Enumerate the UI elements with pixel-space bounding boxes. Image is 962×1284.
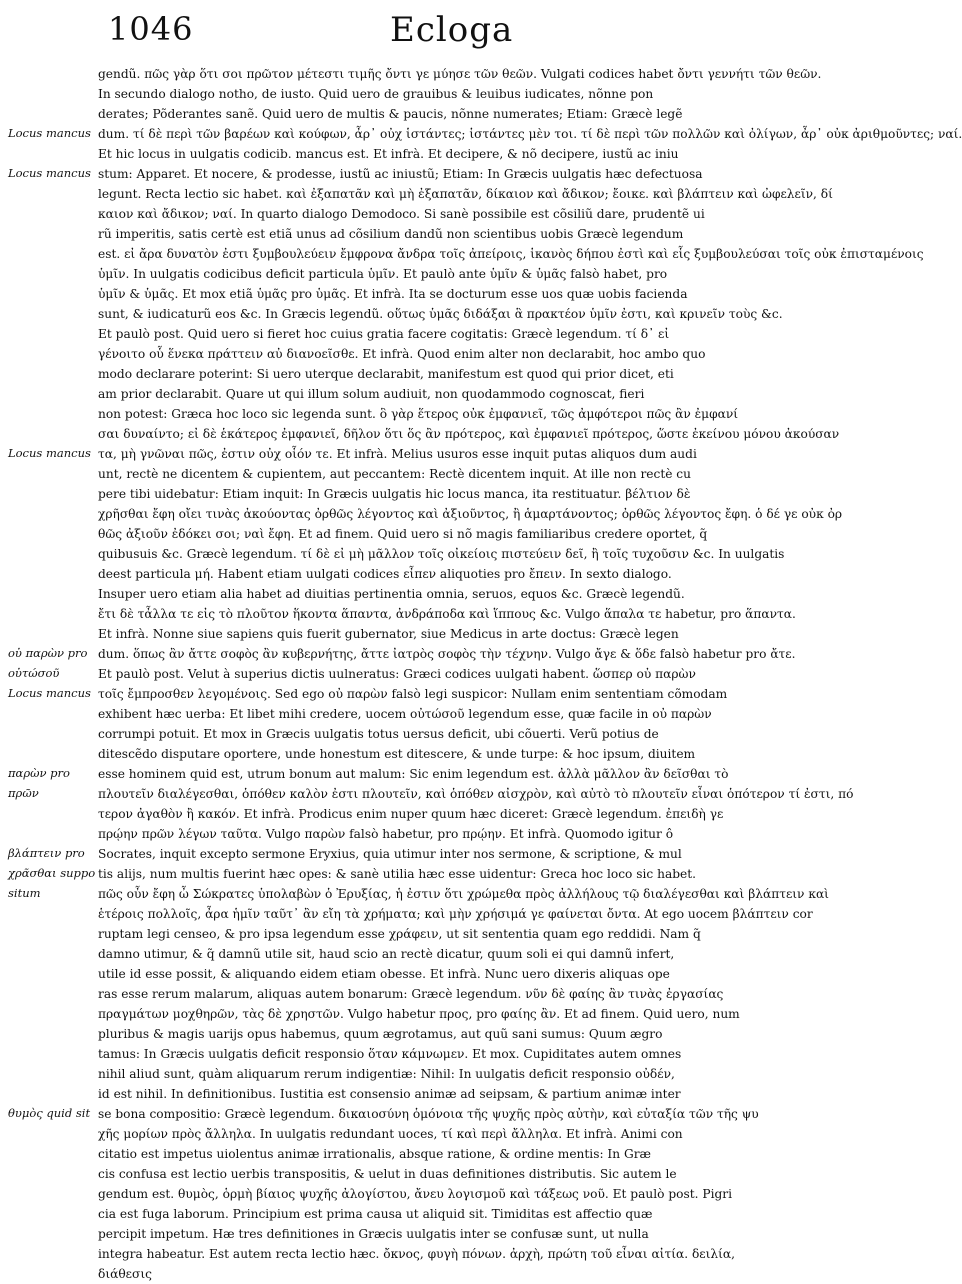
margin-note: οὐτώσοῦ [8, 666, 60, 680]
text-line: damno utimur, & q̃ damnũ utile sit, haud scio an rectè dicatur, quum soli ei qui damnũ infert, [98, 947, 675, 961]
text-line: ἑτέροις πολλοῖς, ἆρα ἡμῖν ταῦτ᾽ ἂν εἴη τὰ χρήματα; καὶ μὴν χρήσιμά γε φαίνεται ὄντα. At ego uocem βλάπτειν cor [98, 907, 813, 921]
text-line: ruptam legi censeo, & pro ipsa legendum esse χράφειν, ut sit sententia quam ego reddidi. Nam q̃ [98, 927, 701, 941]
text-line: legunt. Recta lectio sic habet. καὶ ἐξαπατᾶν καὶ μὴ ἐξαπατᾶν, δίκαιον καὶ ἄδικον; ἔοικε. καὶ βλάπτειν καὶ ὠφελεῖν, δί [98, 187, 833, 201]
text-line: sunt, & iudicaturũ eos &c. In Græcis legendũ. οὕτως ὑμᾶς διδάξαι ἃ πρακτέον ὑμῖν ἐστι, καὶ κρινεῖν τοὺς &c. [98, 307, 783, 321]
text-line: διάθεσις [98, 1267, 152, 1281]
text-line: corrumpi potuit. Et mox in Græcis uulgatis totus uersus deficit, ubi cõuerti. Verũ potius de [98, 727, 659, 741]
text-line: Insuper uero etiam alia habet ad diuitias pertinentia omnia, seruos, equos &c. Græcè legendũ. [98, 587, 685, 601]
text-line: se bona compositio: Græcè legendum. δικαιοσύνη ὁμόνοια τῆς ψυχῆς πρὸς αὐτὴν, καὶ εὐταξία τῶν τῆς ψυ [98, 1107, 759, 1121]
text-line: stum: Apparet. Et nocere, & prodesse, iustũ ac iniustũ; Etiam: In Græcis uulgatis hæc defectuosa [98, 167, 703, 181]
text-line: quibusuis &c. Græcè legendum. τί δὲ εἰ μὴ μᾶλλον τοῖς οἰκείοις πιστεύειν δεῖ, ἢ τοῖς τυχοῦσιν &c. In uulgatis [98, 547, 785, 561]
margin-note: βλάπτειν pro [8, 846, 85, 860]
text-line: Et paulò post. Velut à superius dictis uulneratus: Græci codices uulgati habent. ὥσπερ οὐ παρὼν [98, 667, 696, 681]
margin-note: θυμὸς quid sit [8, 1106, 91, 1120]
text-line: pere tibi uidebatur: Etiam inquit: In Græcis uulgatis hic locus manca, ita restituatur. βέλτιον δὲ [98, 487, 691, 501]
margin-note: situm [8, 886, 41, 900]
text-line: non potest: Græca hoc loco sic legenda sunt. ὃ γὰρ ἕτερος οὐκ ἐμφανιεῖ, τῶς ἀμφότεροι πῶς ἂν ἐμφανί [98, 407, 739, 421]
text-line: integra habeatur. Est autem recta lectio hæc. ὄκνος, φυγὴ πόνων. ἀρχὴ, πρώτη τοῦ εἶναι αἰτία. δειλία, [98, 1247, 735, 1261]
text-line: cia est fuga laborum. Principium est prima causa ut aliquid sit. Timiditas est affectio quæ [98, 1207, 653, 1221]
text-line: ὑμῖν. In uulgatis codicibus deficit particula ὑμῖν. Et paulò ante ὑμῖν & ὑμᾶς falsò habet, pro [98, 267, 668, 281]
text-line: χῆς μορίων πρὸς ἄλληλα. In uulgatis redundant uoces, τί καὶ περὶ ἄλληλα. Et infrà. Animi con [98, 1127, 683, 1141]
text-line: dum. τί δὲ περὶ τῶν βαρέων καὶ κούφων, ἆρ᾽ οὐχ ἱστάντες; ἱστάντες μὲν τοι. τί δὲ περὶ τῶν πολλῶν καὶ ὀλίγων, ἆρ᾽ οὐκ ἀριθμοῦντες; ναί. [98, 127, 962, 141]
margin-note: πρῶν [8, 786, 39, 800]
text-line: Et infrà. Nonne siue sapiens quis fuerit gubernator, siue Medicus in arte doctus: Græcè legen [98, 627, 679, 641]
text-line: gendum est. θυμὸς, ὁρμὴ βίαιος ψυχῆς ἀλογίστου, ἄνευ λογισμοῦ καὶ τάξεως νοῦ. Et paulò post. Pigri [98, 1187, 732, 1201]
text-line: Et paulò post. Quid uero si fieret hoc cuius gratia facere cogitatis: Græcè legendum. τί δ᾽ εἰ [98, 327, 670, 341]
text-line: nihil aliud sunt, quàm aliquarum rerum indigentiæ: Nihil: In uulgatis deficit responsio οὐδέν, [98, 1067, 675, 1081]
text-line: cis confusa est lectio uerbis transpositis, & uelut in duas definitiones distributis. Sic autem le [98, 1167, 677, 1181]
margin-note: Locus mancus [8, 686, 91, 700]
text-line: καιον καὶ ἄδικον; ναί. In quarto dialogo Demodoco. Si sanè possibile est cõsiliũ dare, prudentẽ ui [98, 207, 705, 221]
text-line: derates; Põderantes sanẽ. Quid uero de multis & paucis, nõnne numerates; Etiam: Græcè legẽ [98, 107, 683, 121]
margin-note: οὐ παρὼν pro [8, 646, 88, 660]
text-line: pluribus & magis uarijs opus habemus, quum ægrotamus, aut quũ sani sumus: Quum ægro [98, 1027, 663, 1041]
text-line: deest particula μή. Habent etiam uulgati codices εἶπεν aliquoties pro ἔπειν. In sexto dialogo. [98, 567, 672, 581]
text-line: am prior declarabit. Quare ut qui illum solum audiuit, non quodammodo cognoscat, fieri [98, 387, 645, 401]
margin-note: παρὼν pro [8, 766, 70, 780]
text-line: ditescẽdo disputare oportere, unde honestum est ditescere, & unde turpe: & hoc ipsum, diuitem [98, 747, 696, 761]
text-line: τοῖς ἔμπροσθεν λεγομένοις. Sed ego οὐ παρὼν falsò legi suspicor: Nullam enim sententiam cõmodam [98, 687, 728, 701]
text-line: citatio est impetus uiolentus animæ irrationalis, absque ratione, & ordine mentis: In Græ [98, 1147, 651, 1161]
text-line: ὑμῖν & ὑμᾶς. Et mox etiã ὑμᾶς pro ὑμᾶς. Et infrà. Ita se docturum esse uos quæ uobis facienda [98, 287, 688, 301]
text-line: ἔτι δὲ τἆλλα τε εἰς τὸ πλοῦτον ἥκοντα ἅπαντα, ἀνδράποδα καὶ ἵππους &c. Vulgo ἅπαλα τε habetur, pro ἅπαντα. [98, 607, 796, 621]
text-line: est. εἰ ἄρα δυνατὸν ἐστι ξυμβουλεύειν ἔμφρονα ἄνδρα τοῖς ἀπείροις, ἱκανὸς δήπου ἐστὶ καὶ εἷς ξυμβουλεύσαι τοῖς οὐκ ἐπισταμένοις [98, 247, 924, 261]
text-line: θῶς ἀξιοῦν ἐδόκει σοι; ναὶ ἔφη. Et ad finem. Quid uero si nõ magis familiaribus credere oportet, q̃ [98, 527, 708, 541]
text-line: tamus: In Græcis uulgatis deficit responsio ὅταν κάμνωμεν. Et mox. Cupiditates autem omnes [98, 1047, 682, 1061]
text-line: dum. ὅπως ἂν ἄττε σοφὸς ἂν κυβερνήτης, ἄττε ἰατρὸς σοφὸς τὴν τέχνην. Vulgo ἄγε & ὅδε falsò habetur pro ἄτε. [98, 647, 796, 661]
text-line: gendũ. πῶς γὰρ ὅτι σοι πρῶτον μέτεστι τιμῆς ὄντι γε μύησε τῶν θεῶν. Vulgati codices habet ὄντι γεννήτι τῶν θεῶν. [98, 67, 822, 81]
page-number: 1046 [108, 10, 194, 48]
text-line: In secundo dialogo notho, de iusto. Quid uero de grauibus & leuibus iudicates, nõnne pon [98, 87, 654, 101]
margin-note: Locus mancus [8, 446, 91, 460]
margin-note: Locus mancus [8, 166, 91, 180]
margin-notes [0, 0, 108, 1195]
text-line: esse hominem quid est, utrum bonum aut malum: Sic enim legendum est. ἀλλὰ μᾶλλον ἂν δεῖσθαι τὸ [98, 767, 729, 781]
running-head: Ecloga [390, 10, 514, 50]
text-line: Et hic locus in uulgatis codicib. mancus est. Et infrà. Et decipere, & nõ decipere, iustũ ac iniu [98, 147, 679, 161]
text-line: modo declarare poterint: Si uero uterque declarabit, manifestum est quod qui prior dicet, eti [98, 367, 674, 381]
body-text [98, 64, 962, 1281]
text-line: τα, μὴ γνῶναι πῶς, ἐστιν οὐχ οἷόν τε. Et infrà. Melius usuros esse inquit putas aliquos dum audi [98, 447, 697, 461]
text-line: σαι δυναίντο; εἰ δὲ ἑκάτερος ἐμφανιεῖ, δῆλον ὅτι ὅς ἂν πρότερος, καὶ ἐμφανιεῖ πρότερος, ὥστε ἐκείνου μόνου ἀκούσαν [98, 427, 840, 441]
text-line: πῶς οὖν ἔφη ὦ Σώκρατες ὑπολαβὼν ὁ Ἐρυξίας, ἡ ἐστιν ὅτι χρώμεθα πρὸς ἀλλήλους τῷ διαλέγεσθαι καὶ βλάπτειν καὶ [98, 887, 829, 901]
margin-note: Locus mancus [8, 126, 91, 140]
text-line: πραγμάτων μοχθηρῶν, τὰς δὲ χρηστῶν. Vulgo habetur προς, pro φαίης ἂν. Et ad finem. Quid uero, num [98, 1007, 740, 1021]
text-line: percipit impetum. Hæ tres definitiones in Græcis uulgatis inter se confusæ sunt, ut nulla [98, 1227, 649, 1241]
text-line: χρῆσθαι ἔφη οἴει τινὰς ἀκούοντας ὀρθῶς λέγοντος καὶ ἀξιοῦντος, ἢ ἁμαρτάνοντος; ὀρθῶς λέγοντος ἔφη. ὁ δέ γε οὐκ ὀρ [98, 507, 843, 521]
margin-note: χρᾶσθαι suppo [8, 866, 96, 880]
text-line: πλουτεῖν διαλέγεσθαι, ὁπόθεν καλὸν ἐστι πλουτεῖν, καὶ ὁπόθεν αἰσχρὸν, καὶ αὐτὸ τὸ πλουτεῖν εἶναι ὁπότερον τί ἐστι, πό [98, 787, 854, 801]
text-line: rũ imperitis, satis certè est etiã unus ad cõsilium dandũ non scientibus uobis Græcè legendum [98, 227, 684, 241]
text-line: unt, rectè ne dicentem & cupientem, aut peccantem: Rectè dicentem inquit. At ille non rectè cu [98, 467, 691, 481]
text-line: utile id esse possit, & aliquando eidem etiam obesse. Et infrà. Nunc uero dixeris aliquas ope [98, 967, 670, 981]
text-line: τερον ἀγαθὸν ἢ κακόν. Et infrà. Prodicus enim nuper quum hæc diceret: Græcè legendum. ἐπειδὴ γε [98, 807, 724, 821]
text-line: πρῴην πρῶν λέγων ταῦτα. Vulgo παρὼν falsò habetur, pro πρῴην. Et infrà. Quomodo igitur ô [98, 827, 674, 841]
text-line: id est nihil. In definitionibus. Iustitia est consensio animæ ad seipsam, & partium animæ inter [98, 1087, 681, 1101]
text-line: exhibent hæc uerba: Et libet mihi credere, uocem οὐτώσοῦ legendum esse, quæ facile in οὐ παρὼν [98, 707, 712, 721]
text-line: ras esse rerum malarum, aliquas autem bonarum: Græcè legendum. νῦν δὲ φαίης ἂν τινὰς ἐργασίας [98, 987, 724, 1001]
text-line: γένοιτο οὗ ἕνεκα πράττειν αὐ διανοεῖσθε. Et infrà. Quod enim alter non declarabit, hoc ambo quo [98, 347, 706, 361]
text-line: tis alijs, num multis fuerint hæc opes: & sanè utilia hæc esse uidentur: Greca hoc loco sic habet. [98, 867, 697, 881]
text-line: Socrates, inquit excepto sermone Eryxius, quia utimur inter nos sermone, & scriptione, & mul [98, 847, 682, 861]
